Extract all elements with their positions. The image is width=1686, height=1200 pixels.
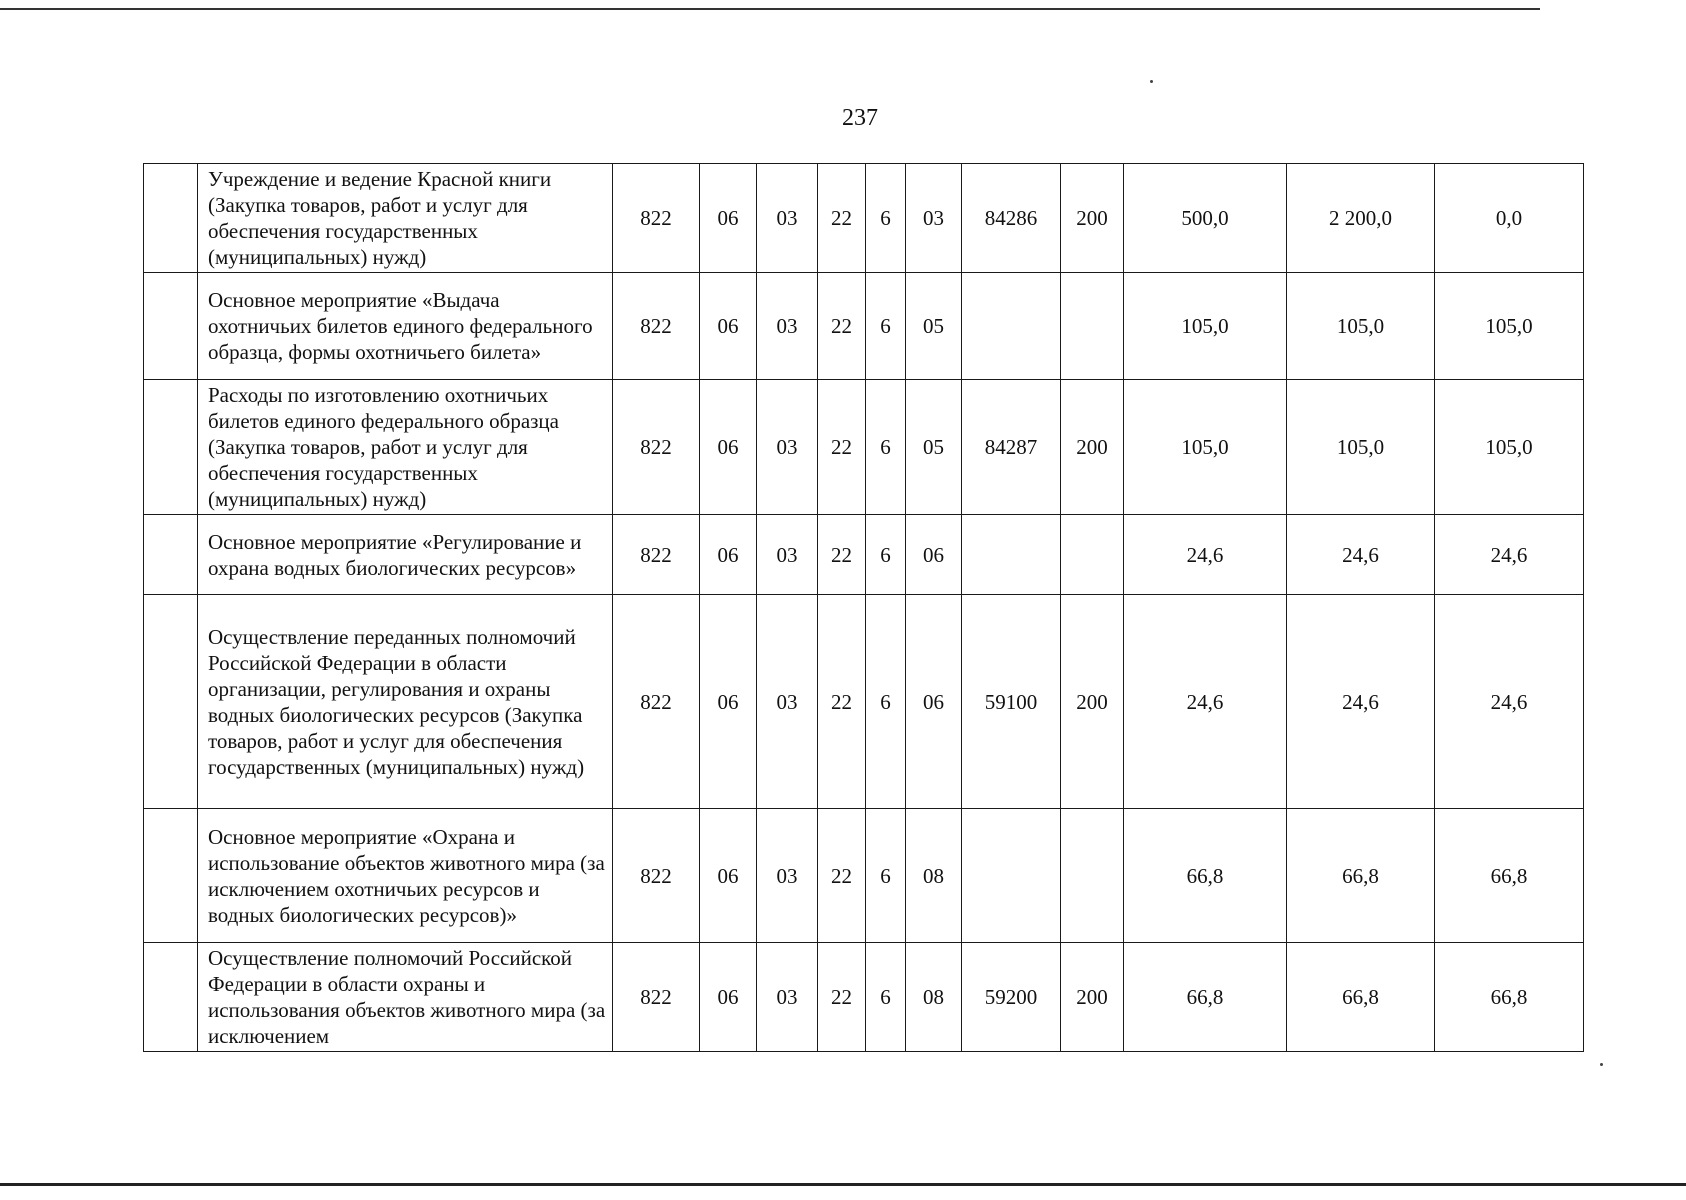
amount-year-3: 105,0 [1435,380,1584,515]
code-section: 06 [700,380,757,515]
amount-year-1: 66,8 [1124,943,1287,1052]
row-index-cell [144,809,198,943]
amount-year-1: 105,0 [1124,273,1287,380]
code-ministry: 822 [613,380,700,515]
scan-edge-bottom [0,1183,1686,1186]
code-activity: 05 [906,273,962,380]
code-activity: 05 [906,380,962,515]
table-row [144,943,1584,1052]
code-expense-type: 200 [1061,595,1124,809]
scan-speck [1600,1063,1603,1066]
row-index-cell [144,380,198,515]
code-program: 22 [818,595,866,809]
code-direction: 59100 [962,595,1061,809]
page-number: 237 [842,105,878,131]
amount-year-2: 24,6 [1287,515,1435,595]
code-subsection: 03 [757,809,818,943]
code-subsection: 03 [757,164,818,273]
row-index-cell [144,273,198,380]
amount-year-1: 24,6 [1124,515,1287,595]
code-program: 22 [818,943,866,1052]
code-section: 06 [700,273,757,380]
table-row [144,515,1584,595]
row-description: Основное мероприятие «Охрана и использование объектов животного мира (за исключением охотничьих ресурсов и водных биологических ресурсов)» [198,809,613,943]
amount-year-1: 500,0 [1124,164,1287,273]
code-subprogram: 6 [866,809,906,943]
code-section: 06 [700,943,757,1052]
code-expense-type: 200 [1061,380,1124,515]
row-description: Осуществление переданных полномочий Российской Федерации в области организации, регулирования и охраны водных биологических ресурсов (Закупка товаров, работ и услуг для обеспечения государственных (муниципальных) нужд) [198,595,613,809]
code-ministry: 822 [613,273,700,380]
code-subsection: 03 [757,380,818,515]
code-direction [962,809,1061,943]
code-subprogram: 6 [866,943,906,1052]
amount-year-2: 24,6 [1287,595,1435,809]
amount-year-1: 24,6 [1124,595,1287,809]
code-program: 22 [818,273,866,380]
code-subprogram: 6 [866,515,906,595]
code-subprogram: 6 [866,595,906,809]
code-direction: 84286 [962,164,1061,273]
code-program: 22 [818,164,866,273]
code-expense-type [1061,515,1124,595]
code-subprogram: 6 [866,380,906,515]
amount-year-2: 66,8 [1287,943,1435,1052]
table-row [144,164,1584,273]
code-expense-type [1061,809,1124,943]
table-row [144,809,1584,943]
code-section: 06 [700,164,757,273]
row-description: Основное мероприятие «Регулирование и охрана водных биологических ресурсов» [198,515,613,595]
code-activity: 06 [906,595,962,809]
amount-year-3: 24,6 [1435,595,1584,809]
scan-speck [1150,80,1153,83]
amount-year-3: 66,8 [1435,809,1584,943]
code-ministry: 822 [613,943,700,1052]
code-direction [962,515,1061,595]
code-ministry: 822 [613,809,700,943]
row-index-cell [144,943,198,1052]
amount-year-3: 105,0 [1435,273,1584,380]
row-index-cell [144,515,198,595]
code-expense-type: 200 [1061,943,1124,1052]
code-direction [962,273,1061,380]
code-subsection: 03 [757,273,818,380]
amount-year-2: 105,0 [1287,380,1435,515]
code-activity: 06 [906,515,962,595]
amount-year-1: 66,8 [1124,809,1287,943]
row-description: Осуществление полномочий Российской Федерации в области охраны и использования объектов животного мира (за исключением [198,943,613,1052]
code-subsection: 03 [757,595,818,809]
code-ministry: 822 [613,515,700,595]
amount-year-2: 2 200,0 [1287,164,1435,273]
amount-year-2: 105,0 [1287,273,1435,380]
amount-year-3: 0,0 [1435,164,1584,273]
code-ministry: 822 [613,164,700,273]
code-program: 22 [818,515,866,595]
row-description: Расходы по изготовлению охотничьих билетов единого федерального образца (Закупка товаров, работ и услуг для обеспечения государственных (муниципальных) нужд) [198,380,613,515]
row-description: Учреждение и ведение Красной книги (Закупка товаров, работ и услуг для обеспечения государственных (муниципальных) нужд) [198,164,613,273]
code-section: 06 [700,515,757,595]
code-program: 22 [818,809,866,943]
code-activity: 08 [906,943,962,1052]
code-section: 06 [700,809,757,943]
code-subsection: 03 [757,515,818,595]
budget-table [143,163,1584,1052]
code-direction: 59200 [962,943,1061,1052]
amount-year-3: 24,6 [1435,515,1584,595]
amount-year-2: 66,8 [1287,809,1435,943]
table-row [144,273,1584,380]
row-index-cell [144,595,198,809]
code-ministry: 822 [613,595,700,809]
amount-year-1: 105,0 [1124,380,1287,515]
scan-edge-top [0,8,1540,10]
code-subsection: 03 [757,943,818,1052]
table-row [144,380,1584,515]
code-activity: 03 [906,164,962,273]
code-direction: 84287 [962,380,1061,515]
row-index-cell [144,164,198,273]
amount-year-3: 66,8 [1435,943,1584,1052]
code-subprogram: 6 [866,164,906,273]
code-expense-type [1061,273,1124,380]
table-row [144,595,1584,809]
row-description: Основное мероприятие «Выдача охотничьих билетов единого федерального образца, формы охотничьего билета» [198,273,613,380]
code-subprogram: 6 [866,273,906,380]
code-expense-type: 200 [1061,164,1124,273]
code-section: 06 [700,595,757,809]
code-program: 22 [818,380,866,515]
code-activity: 08 [906,809,962,943]
